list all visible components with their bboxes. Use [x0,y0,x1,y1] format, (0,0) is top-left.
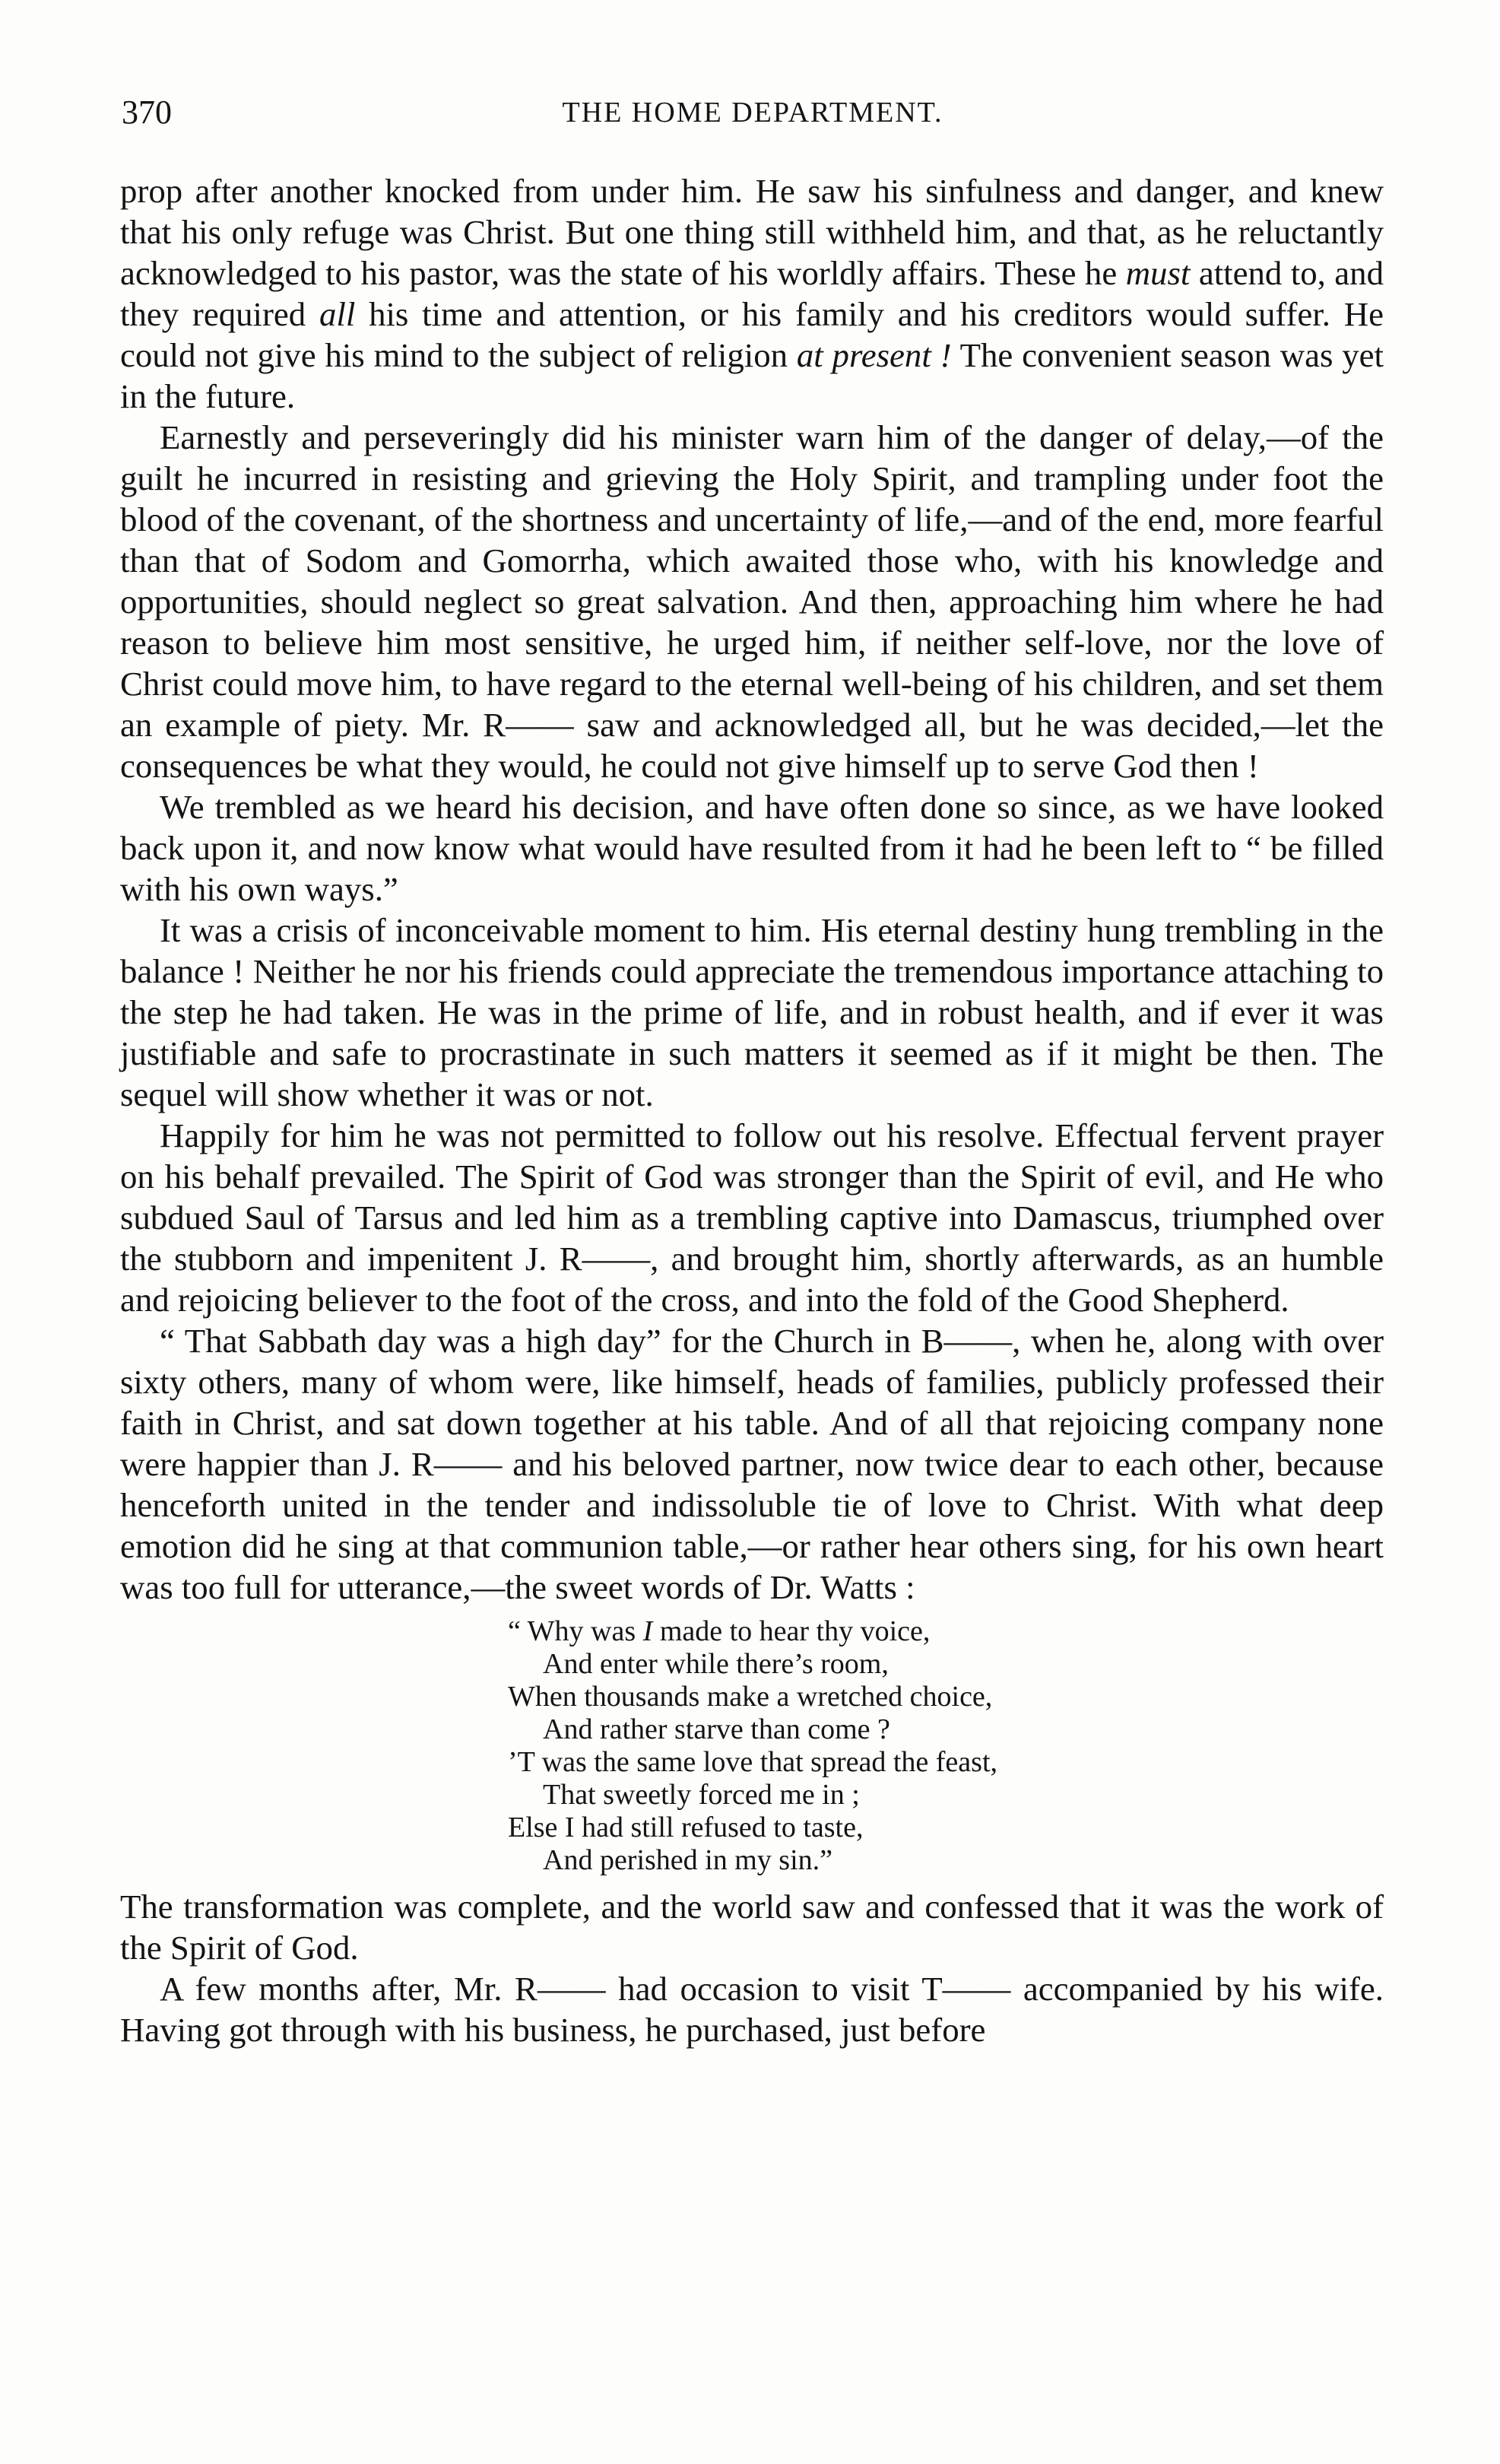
body-text [120,170,1384,2050]
text-run: his time and attention, or his family and his creditors would suffer. He could not give his mind to the subject of religion [120,295,1384,374]
poem-line [508,1615,1384,1648]
page-header [122,90,1384,135]
poem-line: And enter while there’s room, [543,1648,889,1680]
paragraph: A few months after, Mr. R—— had occasion to visit T—— accompanied by his wife. Having got through with his business, he purchased, just before [120,1970,1384,2049]
paragraph: It was a crisis of inconceivable moment to him. His eternal destiny hung trembling in the balance ! Neither he nor his friends could appreciate the tremendous importance attaching to the step he had taken. He was in the prime of life, and in robust health, and if ever it was justifiable and safe to procrastinate in such matters it seemed as if it might be then. The sequel will show whether it was or not. [120,911,1384,1113]
text-run: prop after another knocked from under him. He saw his sinfulness and danger, and knew that his only refuge was Christ. But one thing still withheld him, and that, as he reluctantly acknowledged to his pastor, was the state of his worldly affairs. These he [120,172,1384,292]
paragraph [120,170,1384,417]
poem-line: And perished in my sin.” [543,1844,833,1876]
page-number: 370 [122,94,172,131]
poem-line: When thousands make a wretched choice, [508,1681,993,1713]
poem-line: And rather starve than come ? [543,1713,890,1745]
poem-line: Else I had still refused to taste, [508,1811,864,1843]
paragraph: The transformation was complete, and the world saw and confessed that it was the work of the Spirit of God. [120,1888,1384,1967]
paragraph: Happily for him he was not permitted to follow out his resolve. Effectual fervent prayer on his behalf prevailed. The Spirit of God was stronger than the Spirit of evil, and He who subdued Saul of Tarsus and led him as a trembling captive into Damascus, triumphed over the stubborn and impenitent J. R——, and brought him, shortly afterwards, as an humble and rejoicing believer to the foot of the cross, and into the fold of the Good Shepherd. [120,1116,1384,1319]
poem-line: ’T was the same love that spread the feast, [508,1746,998,1778]
paragraph: Earnestly and perseveringly did his minister warn him of the danger of delay,—of the guilt he incurred in resisting and grieving the Holy Spirit, and trampling under foot the blood of the covenant, of the shortness and uncertainty of life,—and of the end, more fearful than that of Sodom and Gomorrha, which awaited those who, with his knowledge and opportunities, should neglect so great salvation. And then, approaching him where he had reason to believe him most sensitive, he urged him, if neither self-love, nor the love of Christ could move him, to have regard to the eternal well-being of his children, and set them an example of piety. Mr. R—— saw and acknowledged all, but he was decided,—let the consequences be what they would, he could not give himself up to serve God then ! [120,418,1384,785]
poem-line-text: made to hear thy voice, [652,1615,931,1647]
text-run: attend to, and they required [120,254,1384,333]
text-run: The convenient season was yet in the future. [120,336,1384,415]
poem-line-text: “ Why was [508,1615,643,1647]
running-head: THE HOME DEPARTMENT. [562,97,943,129]
emphasis: all [319,295,356,333]
emphasis: at present ! [796,336,952,374]
emphasis: must [1125,254,1191,292]
poem-line: That sweetly forced me in ; [543,1779,860,1811]
paragraph: “ That Sabbath day was a high day” for the Church in B——, when he, along with over sixty others, many of whom were, like himself, heads of families, publicly professed their faith in Christ, and sat down together at his table. And of all that rejoicing company none were happier than J. R—— and his beloved partner, now twice dear to each other, because henceforth united in the tender and indissoluble tie of love to Christ. With what deep emotion did he sing at that communion table,—or rather hear others sing, for his own heart was too full for utterance,—the sweet words of Dr. Watts : [120,1322,1384,1606]
hymn-quotation [120,1615,1384,1877]
paragraph: We trembled as we heard his decision, and have often done so since, as we have looked back upon it, and now know what would have resulted from it had he been left to “ be filled with his own ways.” [120,788,1384,908]
poem-emphasis: I [642,1615,653,1647]
